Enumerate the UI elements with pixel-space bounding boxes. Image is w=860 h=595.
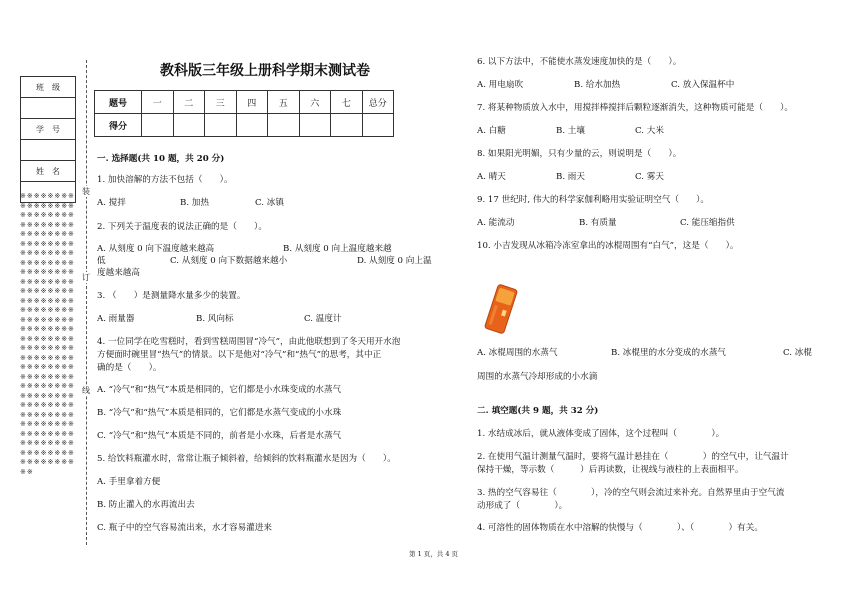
q10-option-c: C. 冰棍 bbox=[783, 348, 812, 358]
score-header-6: 六 bbox=[299, 91, 331, 114]
q2-option-d: D. 从刻度 0 向上温 bbox=[357, 256, 432, 266]
name-label: 姓 名 bbox=[21, 161, 76, 182]
q2-option-b: B. 从刻度 0 向上温度越来越 bbox=[283, 244, 392, 254]
q10-option-b: B. 冰棍里的水分变成的水蒸气 bbox=[611, 348, 726, 358]
q9-option-c: C. 能压缩指供 bbox=[680, 218, 735, 228]
q1-stem: 1. 加快溶解的方法不包括（ ）。 bbox=[97, 175, 233, 185]
q5-option-c: C. 瓶子中的空气容易流出来，水才容易灌进来 bbox=[97, 523, 273, 533]
student-id-field[interactable] bbox=[21, 140, 76, 161]
q9-stem: 9. 17 世纪时, 伟大的科学家伽利略用实验证明空气（ ）。 bbox=[477, 195, 710, 205]
q5-option-a: A. 手里拿着方便 bbox=[97, 477, 161, 487]
q9-option-b: B. 有质量 bbox=[579, 218, 617, 228]
q6-option-b: B. 给水加热 bbox=[574, 80, 621, 90]
score-cell[interactable] bbox=[236, 114, 268, 137]
score-header-3: 三 bbox=[205, 91, 237, 114]
q4-stem-line1: 4. 一位同学在吃雪糕时，看到雪糕周围冒“冷气”，由此他联想到了冬天用开水泡 bbox=[97, 337, 401, 347]
binding-star-pattern: ※※※※※※※※※※※※※※※※※※※※※※※※※※※※※※※※※※※※※※※※※※※※※※※※※※※※※※※※※※※※※※※※※※※※※※※※※※※※※※※※※※※※※※※※※※※※※※※※※※※※※※※※※※※※※※※※※※※※※※※※※※※※※※※※※※※※※※※※※※※※※※※※※※※※※※※※※※※※※※※※※※※※※※※※※※※※※※※※※※※※※※※※※※※※※※※※※※※※※※※※※※※※※※※※※※※※※※※※※※※※※※※※※※※※※※※※※※ bbox=[20, 192, 75, 476]
score-header-label: 题号 bbox=[95, 91, 142, 114]
fill-q2-line2: 保持干燥，等示数（ ）后再读数，让视线与液柱的上表面相平。 bbox=[477, 465, 744, 475]
q1-option-c: C. 冰镇 bbox=[255, 198, 284, 208]
fill-q4: 4. 可溶性的固体物质在水中溶解的快慢与（ ）、（ ）有关。 bbox=[477, 523, 763, 533]
q4-stem-line3: 确的是（ ）。 bbox=[97, 363, 162, 373]
q2-option-a: A. 从刻度 0 向下温度越来越高 bbox=[97, 244, 215, 254]
q3-option-c: C. 温度计 bbox=[304, 314, 342, 324]
q5-option-b: B. 防止灌入的水再流出去 bbox=[97, 500, 195, 510]
score-cell[interactable] bbox=[173, 114, 205, 137]
score-cell[interactable] bbox=[205, 114, 237, 137]
student-id-label: 学 号 bbox=[21, 119, 76, 140]
section2-heading: 二. 填空题(共 9 题，共 32 分) bbox=[477, 406, 599, 416]
fill-q3-line1: 3. 热的空气容易往（ ），冷的空气则会流过来补充。自然界里由于空气流 bbox=[477, 488, 785, 498]
q4-option-a: A. “冷气”和“热气”本质是相同的，它们都是小水珠变成的水蒸气 bbox=[97, 385, 342, 395]
q3-stem: 3. （ ）是测量降水量多少的装置。 bbox=[97, 291, 246, 301]
q8-option-c: C. 雾天 bbox=[635, 172, 664, 182]
score-header-5: 五 bbox=[268, 91, 300, 114]
q3-option-a: A. 雨量器 bbox=[97, 314, 135, 324]
q7-option-c: C. 大米 bbox=[635, 126, 664, 136]
score-cell[interactable] bbox=[331, 114, 363, 137]
popsicle-image bbox=[481, 283, 521, 335]
q10-option-c-cont: 周围的水蒸气冷却形成的小水滴 bbox=[477, 372, 598, 382]
section1-heading: 一. 选择题(共 10 题，共 20 分) bbox=[97, 154, 225, 164]
q7-stem: 7. 将某种物质放入水中，用搅拌棒搅拌后颗粒逐渐消失，这种物质可能是（ ）。 bbox=[477, 103, 794, 113]
binding-char-zhuang: 装 bbox=[82, 187, 90, 196]
score-cell[interactable] bbox=[268, 114, 300, 137]
q10-stem: 10. 小吉发现从冰箱冷冻室拿出的冰棍周围有“白气”，这是（ ）。 bbox=[477, 241, 739, 251]
q1-option-a: A. 搅拌 bbox=[97, 198, 126, 208]
q2-option-b-cont: 低 bbox=[97, 256, 106, 266]
fill-q2-line1: 2. 在使用气温计测量气温时，要将气温计悬挂在（ ）的空气中，让气温计 bbox=[477, 452, 789, 462]
q5-stem: 5. 给饮料瓶灌水时，常常让瓶子倾斜着，给倾斜的饮料瓶灌水是因为（ ）。 bbox=[97, 454, 396, 464]
score-cell[interactable] bbox=[142, 114, 174, 137]
score-header-total: 总分 bbox=[362, 91, 394, 114]
page-title: 教科版三年级上册科学期末测试卷 bbox=[160, 63, 370, 79]
binding-char-xian: 线 bbox=[82, 386, 90, 395]
fill-q1: 1. 水结成冰后，就从液体变成了固体，这个过程叫（ ）。 bbox=[477, 429, 725, 439]
fill-q3-line2: 动形成了（ ）。 bbox=[477, 501, 568, 511]
class-field[interactable] bbox=[21, 98, 76, 119]
score-table bbox=[94, 90, 394, 137]
q4-option-b: B. “冷气”和“热气”本质是相同的，它们都是水蒸气变成的小水珠 bbox=[97, 408, 342, 418]
q2-option-d-cont: 度越来越高 bbox=[97, 268, 140, 278]
q1-option-b: B. 加热 bbox=[180, 198, 209, 208]
score-header-2: 二 bbox=[173, 91, 205, 114]
score-header-1: 一 bbox=[142, 91, 174, 114]
q8-stem: 8. 如果阳光明媚，只有少量的云，则说明是（ ）。 bbox=[477, 149, 682, 159]
q4-stem-line2: 方便面时碗里冒“热气”的情景。以下是他对“冷气”和“热气”的思考，其中正 bbox=[97, 350, 382, 360]
q6-stem: 6. 以下方法中，不能使水蒸发速度加快的是（ ）。 bbox=[477, 57, 682, 67]
page-footer: 第 1 页，共 4 页 bbox=[409, 550, 459, 558]
binding-cut-line bbox=[86, 60, 87, 545]
score-cell[interactable] bbox=[362, 114, 394, 137]
q6-option-c: C. 放入保温杯中 bbox=[671, 80, 735, 90]
q6-option-a: A. 用电扇吹 bbox=[477, 80, 524, 90]
binding-char-ding: 订 bbox=[82, 273, 90, 282]
q8-option-b: B. 雨天 bbox=[556, 172, 585, 182]
q2-option-c: C. 从刻度 0 向下数据越来越小 bbox=[170, 256, 288, 266]
student-info-table bbox=[20, 76, 76, 203]
q7-option-b: B. 土壤 bbox=[556, 126, 585, 136]
q7-option-a: A. 白糖 bbox=[477, 126, 506, 136]
class-label: 班 级 bbox=[21, 77, 76, 98]
score-row-label: 得分 bbox=[95, 114, 142, 137]
q3-option-b: B. 风向标 bbox=[196, 314, 234, 324]
q10-option-a: A. 冰棍周围的水蒸气 bbox=[477, 348, 558, 358]
q2-stem: 2. 下列关于温度表的说法正确的是（ ）。 bbox=[97, 222, 267, 232]
q9-option-a: A. 能流动 bbox=[477, 218, 515, 228]
score-header-7: 七 bbox=[331, 91, 363, 114]
q4-option-c: C. “冷气”和“热气”本质是不同的，前者是小水珠，后者是水蒸气 bbox=[97, 431, 342, 441]
score-header-4: 四 bbox=[236, 91, 268, 114]
score-cell[interactable] bbox=[299, 114, 331, 137]
q8-option-a: A. 晴天 bbox=[477, 172, 506, 182]
